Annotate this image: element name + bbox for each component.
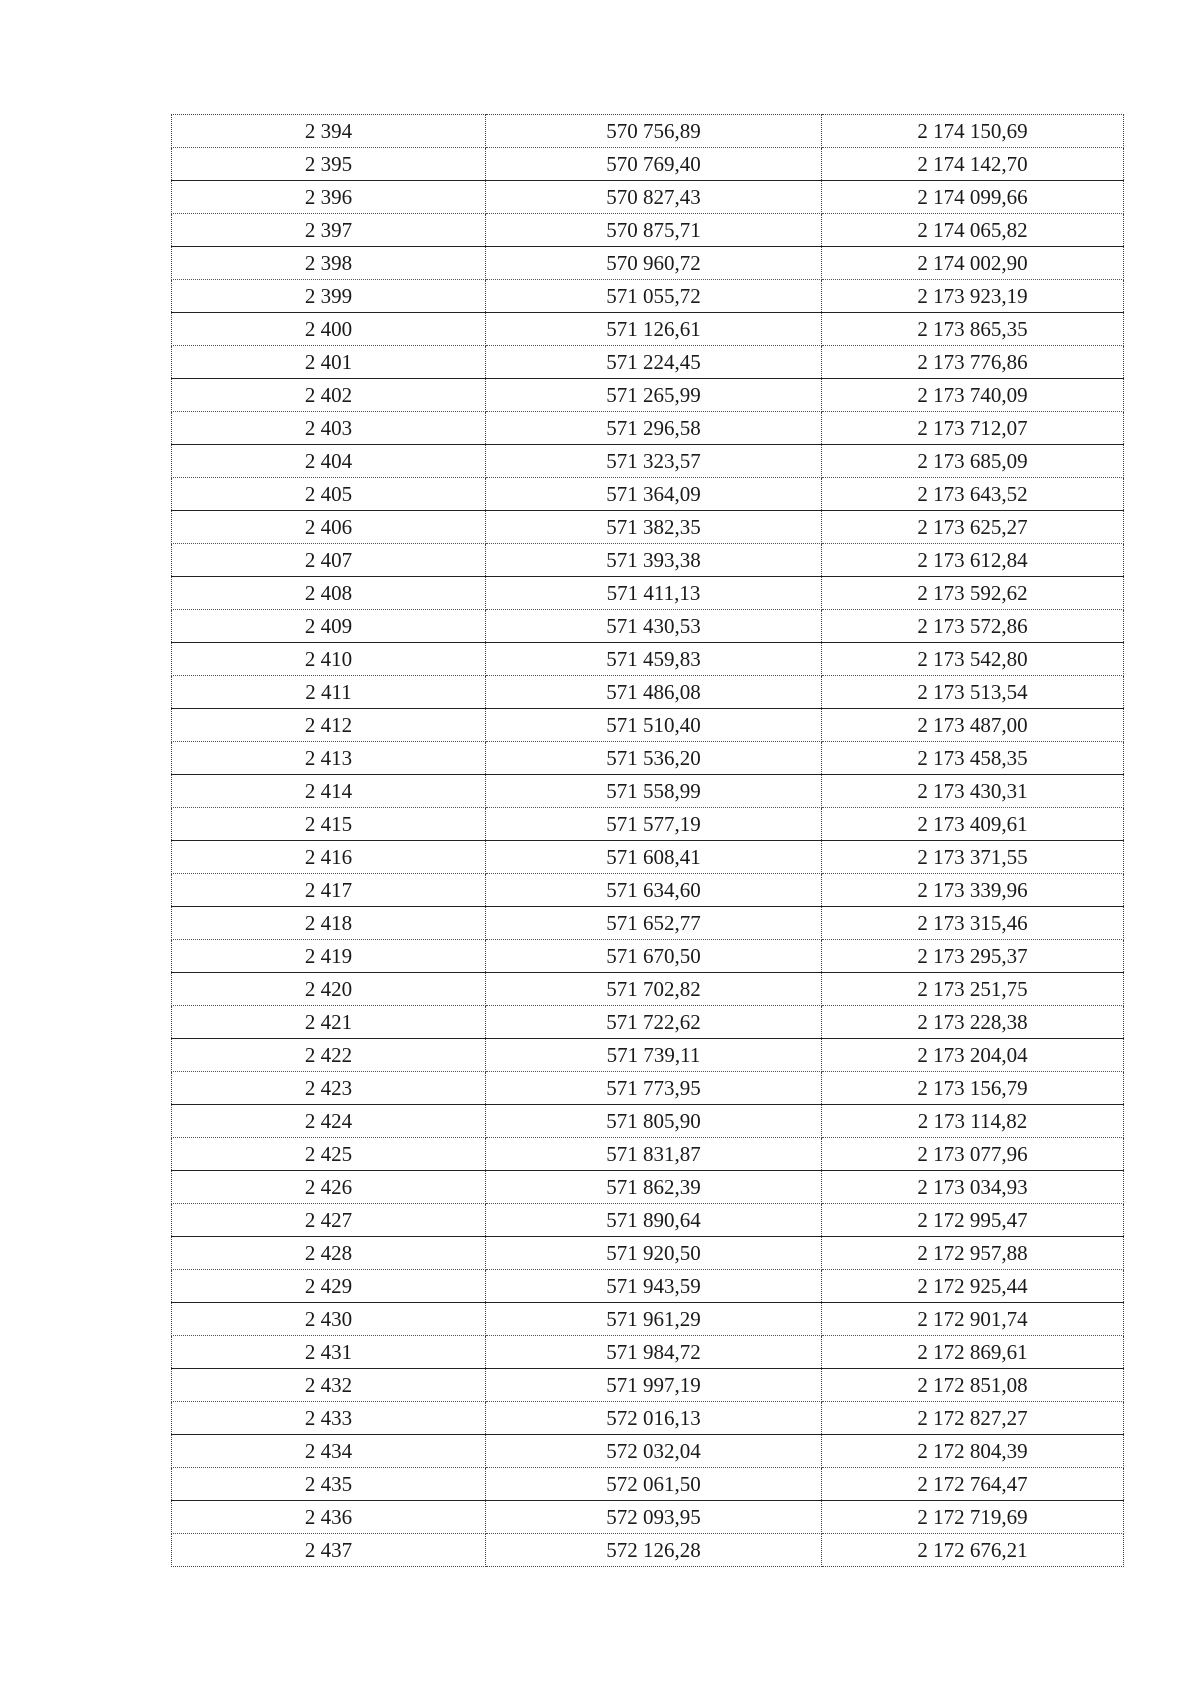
table-row	[172, 247, 1124, 280]
x-coordinate-cell: 571 265,99	[486, 379, 822, 412]
table-row	[172, 1435, 1124, 1468]
x-coordinate-cell: 570 827,43	[486, 181, 822, 214]
coordinates-table-body	[172, 115, 1124, 1567]
x-coordinate-cell: 571 831,87	[486, 1138, 822, 1171]
x-coordinate-cell: 571 739,11	[486, 1039, 822, 1072]
table-row	[172, 874, 1124, 907]
x-coordinate-cell: 571 805,90	[486, 1105, 822, 1138]
y-coordinate-cell: 2 174 065,82	[822, 214, 1124, 247]
x-coordinate-cell: 571 323,57	[486, 445, 822, 478]
y-coordinate-cell: 2 172 869,61	[822, 1336, 1124, 1369]
point-number-cell: 2 414	[172, 775, 486, 808]
table-row	[172, 643, 1124, 676]
point-number-cell: 2 403	[172, 412, 486, 445]
y-coordinate-cell: 2 173 685,09	[822, 445, 1124, 478]
x-coordinate-cell: 571 430,53	[486, 610, 822, 643]
y-coordinate-cell: 2 173 034,93	[822, 1171, 1124, 1204]
x-coordinate-cell: 571 411,13	[486, 577, 822, 610]
table-row	[172, 478, 1124, 511]
table-row	[172, 1204, 1124, 1237]
y-coordinate-cell: 2 172 804,39	[822, 1435, 1124, 1468]
y-coordinate-cell: 2 173 114,82	[822, 1105, 1124, 1138]
table-row	[172, 1501, 1124, 1534]
x-coordinate-cell: 571 722,62	[486, 1006, 822, 1039]
table-row	[172, 313, 1124, 346]
table-row	[172, 709, 1124, 742]
y-coordinate-cell: 2 173 612,84	[822, 544, 1124, 577]
table-row	[172, 808, 1124, 841]
table-row	[172, 544, 1124, 577]
x-coordinate-cell: 572 093,95	[486, 1501, 822, 1534]
point-number-cell: 2 410	[172, 643, 486, 676]
y-coordinate-cell: 2 173 228,38	[822, 1006, 1124, 1039]
point-number-cell: 2 430	[172, 1303, 486, 1336]
table-row	[172, 148, 1124, 181]
y-coordinate-cell: 2 173 513,54	[822, 676, 1124, 709]
point-number-cell: 2 396	[172, 181, 486, 214]
x-coordinate-cell: 572 061,50	[486, 1468, 822, 1501]
point-number-cell: 2 416	[172, 841, 486, 874]
y-coordinate-cell: 2 174 150,69	[822, 115, 1124, 148]
x-coordinate-cell: 571 459,83	[486, 643, 822, 676]
y-coordinate-cell: 2 173 572,86	[822, 610, 1124, 643]
y-coordinate-cell: 2 173 409,61	[822, 808, 1124, 841]
point-number-cell: 2 417	[172, 874, 486, 907]
point-number-cell: 2 425	[172, 1138, 486, 1171]
point-number-cell: 2 411	[172, 676, 486, 709]
point-number-cell: 2 402	[172, 379, 486, 412]
table-row	[172, 940, 1124, 973]
point-number-cell: 2 420	[172, 973, 486, 1006]
table-row	[172, 742, 1124, 775]
table-row	[172, 1336, 1124, 1369]
y-coordinate-cell: 2 173 776,86	[822, 346, 1124, 379]
y-coordinate-cell: 2 172 827,27	[822, 1402, 1124, 1435]
table-row	[172, 1534, 1124, 1567]
table-row	[172, 907, 1124, 940]
x-coordinate-cell: 572 016,13	[486, 1402, 822, 1435]
y-coordinate-cell: 2 172 901,74	[822, 1303, 1124, 1336]
x-coordinate-cell: 572 032,04	[486, 1435, 822, 1468]
y-coordinate-cell: 2 172 851,08	[822, 1369, 1124, 1402]
table-row	[172, 841, 1124, 874]
table-row	[172, 214, 1124, 247]
x-coordinate-cell: 571 486,08	[486, 676, 822, 709]
x-coordinate-cell: 570 756,89	[486, 115, 822, 148]
table-row	[172, 445, 1124, 478]
table-row	[172, 973, 1124, 1006]
table-row	[172, 1006, 1124, 1039]
x-coordinate-cell: 571 055,72	[486, 280, 822, 313]
y-coordinate-cell: 2 172 764,47	[822, 1468, 1124, 1501]
table-row	[172, 577, 1124, 610]
point-number-cell: 2 400	[172, 313, 486, 346]
x-coordinate-cell: 570 875,71	[486, 214, 822, 247]
x-coordinate-cell: 572 126,28	[486, 1534, 822, 1567]
x-coordinate-cell: 571 997,19	[486, 1369, 822, 1402]
x-coordinate-cell: 571 920,50	[486, 1237, 822, 1270]
point-number-cell: 2 422	[172, 1039, 486, 1072]
table-row	[172, 280, 1124, 313]
point-number-cell: 2 397	[172, 214, 486, 247]
y-coordinate-cell: 2 173 430,31	[822, 775, 1124, 808]
point-number-cell: 2 395	[172, 148, 486, 181]
x-coordinate-cell: 571 536,20	[486, 742, 822, 775]
x-coordinate-cell: 571 558,99	[486, 775, 822, 808]
x-coordinate-cell: 571 862,39	[486, 1171, 822, 1204]
table-row	[172, 511, 1124, 544]
table-row	[172, 1138, 1124, 1171]
point-number-cell: 2 433	[172, 1402, 486, 1435]
table-row	[172, 181, 1124, 214]
table-row	[172, 1468, 1124, 1501]
x-coordinate-cell: 571 773,95	[486, 1072, 822, 1105]
x-coordinate-cell: 570 960,72	[486, 247, 822, 280]
y-coordinate-cell: 2 173 712,07	[822, 412, 1124, 445]
y-coordinate-cell: 2 173 865,35	[822, 313, 1124, 346]
x-coordinate-cell: 570 769,40	[486, 148, 822, 181]
table-row	[172, 1270, 1124, 1303]
table-row	[172, 379, 1124, 412]
y-coordinate-cell: 2 173 204,04	[822, 1039, 1124, 1072]
y-coordinate-cell: 2 172 995,47	[822, 1204, 1124, 1237]
point-number-cell: 2 413	[172, 742, 486, 775]
y-coordinate-cell: 2 173 315,46	[822, 907, 1124, 940]
y-coordinate-cell: 2 172 676,21	[822, 1534, 1124, 1567]
x-coordinate-cell: 571 126,61	[486, 313, 822, 346]
point-number-cell: 2 419	[172, 940, 486, 973]
x-coordinate-cell: 571 364,09	[486, 478, 822, 511]
table-row	[172, 676, 1124, 709]
x-coordinate-cell: 571 510,40	[486, 709, 822, 742]
table-row	[172, 346, 1124, 379]
point-number-cell: 2 434	[172, 1435, 486, 1468]
point-number-cell: 2 408	[172, 577, 486, 610]
table-row	[172, 1039, 1124, 1072]
y-coordinate-cell: 2 174 099,66	[822, 181, 1124, 214]
x-coordinate-cell: 571 608,41	[486, 841, 822, 874]
table-row	[172, 115, 1124, 148]
point-number-cell: 2 401	[172, 346, 486, 379]
y-coordinate-cell: 2 173 643,52	[822, 478, 1124, 511]
table-row	[172, 1105, 1124, 1138]
point-number-cell: 2 431	[172, 1336, 486, 1369]
point-number-cell: 2 435	[172, 1468, 486, 1501]
point-number-cell: 2 405	[172, 478, 486, 511]
x-coordinate-cell: 571 670,50	[486, 940, 822, 973]
table-row	[172, 1303, 1124, 1336]
x-coordinate-cell: 571 393,38	[486, 544, 822, 577]
point-number-cell: 2 429	[172, 1270, 486, 1303]
x-coordinate-cell: 571 890,64	[486, 1204, 822, 1237]
x-coordinate-cell: 571 224,45	[486, 346, 822, 379]
point-number-cell: 2 409	[172, 610, 486, 643]
point-number-cell: 2 423	[172, 1072, 486, 1105]
table-row	[172, 412, 1124, 445]
y-coordinate-cell: 2 173 295,37	[822, 940, 1124, 973]
y-coordinate-cell: 2 173 077,96	[822, 1138, 1124, 1171]
point-number-cell: 2 415	[172, 808, 486, 841]
table-row	[172, 1237, 1124, 1270]
point-number-cell: 2 428	[172, 1237, 486, 1270]
x-coordinate-cell: 571 702,82	[486, 973, 822, 1006]
point-number-cell: 2 426	[172, 1171, 486, 1204]
y-coordinate-cell: 2 173 458,35	[822, 742, 1124, 775]
x-coordinate-cell: 571 382,35	[486, 511, 822, 544]
x-coordinate-cell: 571 961,29	[486, 1303, 822, 1336]
table-row	[172, 610, 1124, 643]
point-number-cell: 2 407	[172, 544, 486, 577]
point-number-cell: 2 398	[172, 247, 486, 280]
y-coordinate-cell: 2 174 002,90	[822, 247, 1124, 280]
y-coordinate-cell: 2 173 339,96	[822, 874, 1124, 907]
coordinates-table	[171, 114, 1124, 1567]
x-coordinate-cell: 571 652,77	[486, 907, 822, 940]
x-coordinate-cell: 571 943,59	[486, 1270, 822, 1303]
table-row	[172, 1402, 1124, 1435]
point-number-cell: 2 437	[172, 1534, 486, 1567]
y-coordinate-cell: 2 173 542,80	[822, 643, 1124, 676]
point-number-cell: 2 436	[172, 1501, 486, 1534]
point-number-cell: 2 421	[172, 1006, 486, 1039]
point-number-cell: 2 394	[172, 115, 486, 148]
table-row	[172, 775, 1124, 808]
point-number-cell: 2 424	[172, 1105, 486, 1138]
x-coordinate-cell: 571 296,58	[486, 412, 822, 445]
x-coordinate-cell: 571 577,19	[486, 808, 822, 841]
point-number-cell: 2 418	[172, 907, 486, 940]
y-coordinate-cell: 2 172 957,88	[822, 1237, 1124, 1270]
y-coordinate-cell: 2 172 925,44	[822, 1270, 1124, 1303]
y-coordinate-cell: 2 172 719,69	[822, 1501, 1124, 1534]
y-coordinate-cell: 2 173 487,00	[822, 709, 1124, 742]
y-coordinate-cell: 2 173 156,79	[822, 1072, 1124, 1105]
table-row	[172, 1369, 1124, 1402]
y-coordinate-cell: 2 173 371,55	[822, 841, 1124, 874]
point-number-cell: 2 427	[172, 1204, 486, 1237]
y-coordinate-cell: 2 174 142,70	[822, 148, 1124, 181]
point-number-cell: 2 432	[172, 1369, 486, 1402]
point-number-cell: 2 412	[172, 709, 486, 742]
y-coordinate-cell: 2 173 625,27	[822, 511, 1124, 544]
table-row	[172, 1072, 1124, 1105]
table-row	[172, 1171, 1124, 1204]
point-number-cell: 2 399	[172, 280, 486, 313]
x-coordinate-cell: 571 984,72	[486, 1336, 822, 1369]
point-number-cell: 2 406	[172, 511, 486, 544]
x-coordinate-cell: 571 634,60	[486, 874, 822, 907]
y-coordinate-cell: 2 173 923,19	[822, 280, 1124, 313]
y-coordinate-cell: 2 173 740,09	[822, 379, 1124, 412]
point-number-cell: 2 404	[172, 445, 486, 478]
y-coordinate-cell: 2 173 592,62	[822, 577, 1124, 610]
y-coordinate-cell: 2 173 251,75	[822, 973, 1124, 1006]
